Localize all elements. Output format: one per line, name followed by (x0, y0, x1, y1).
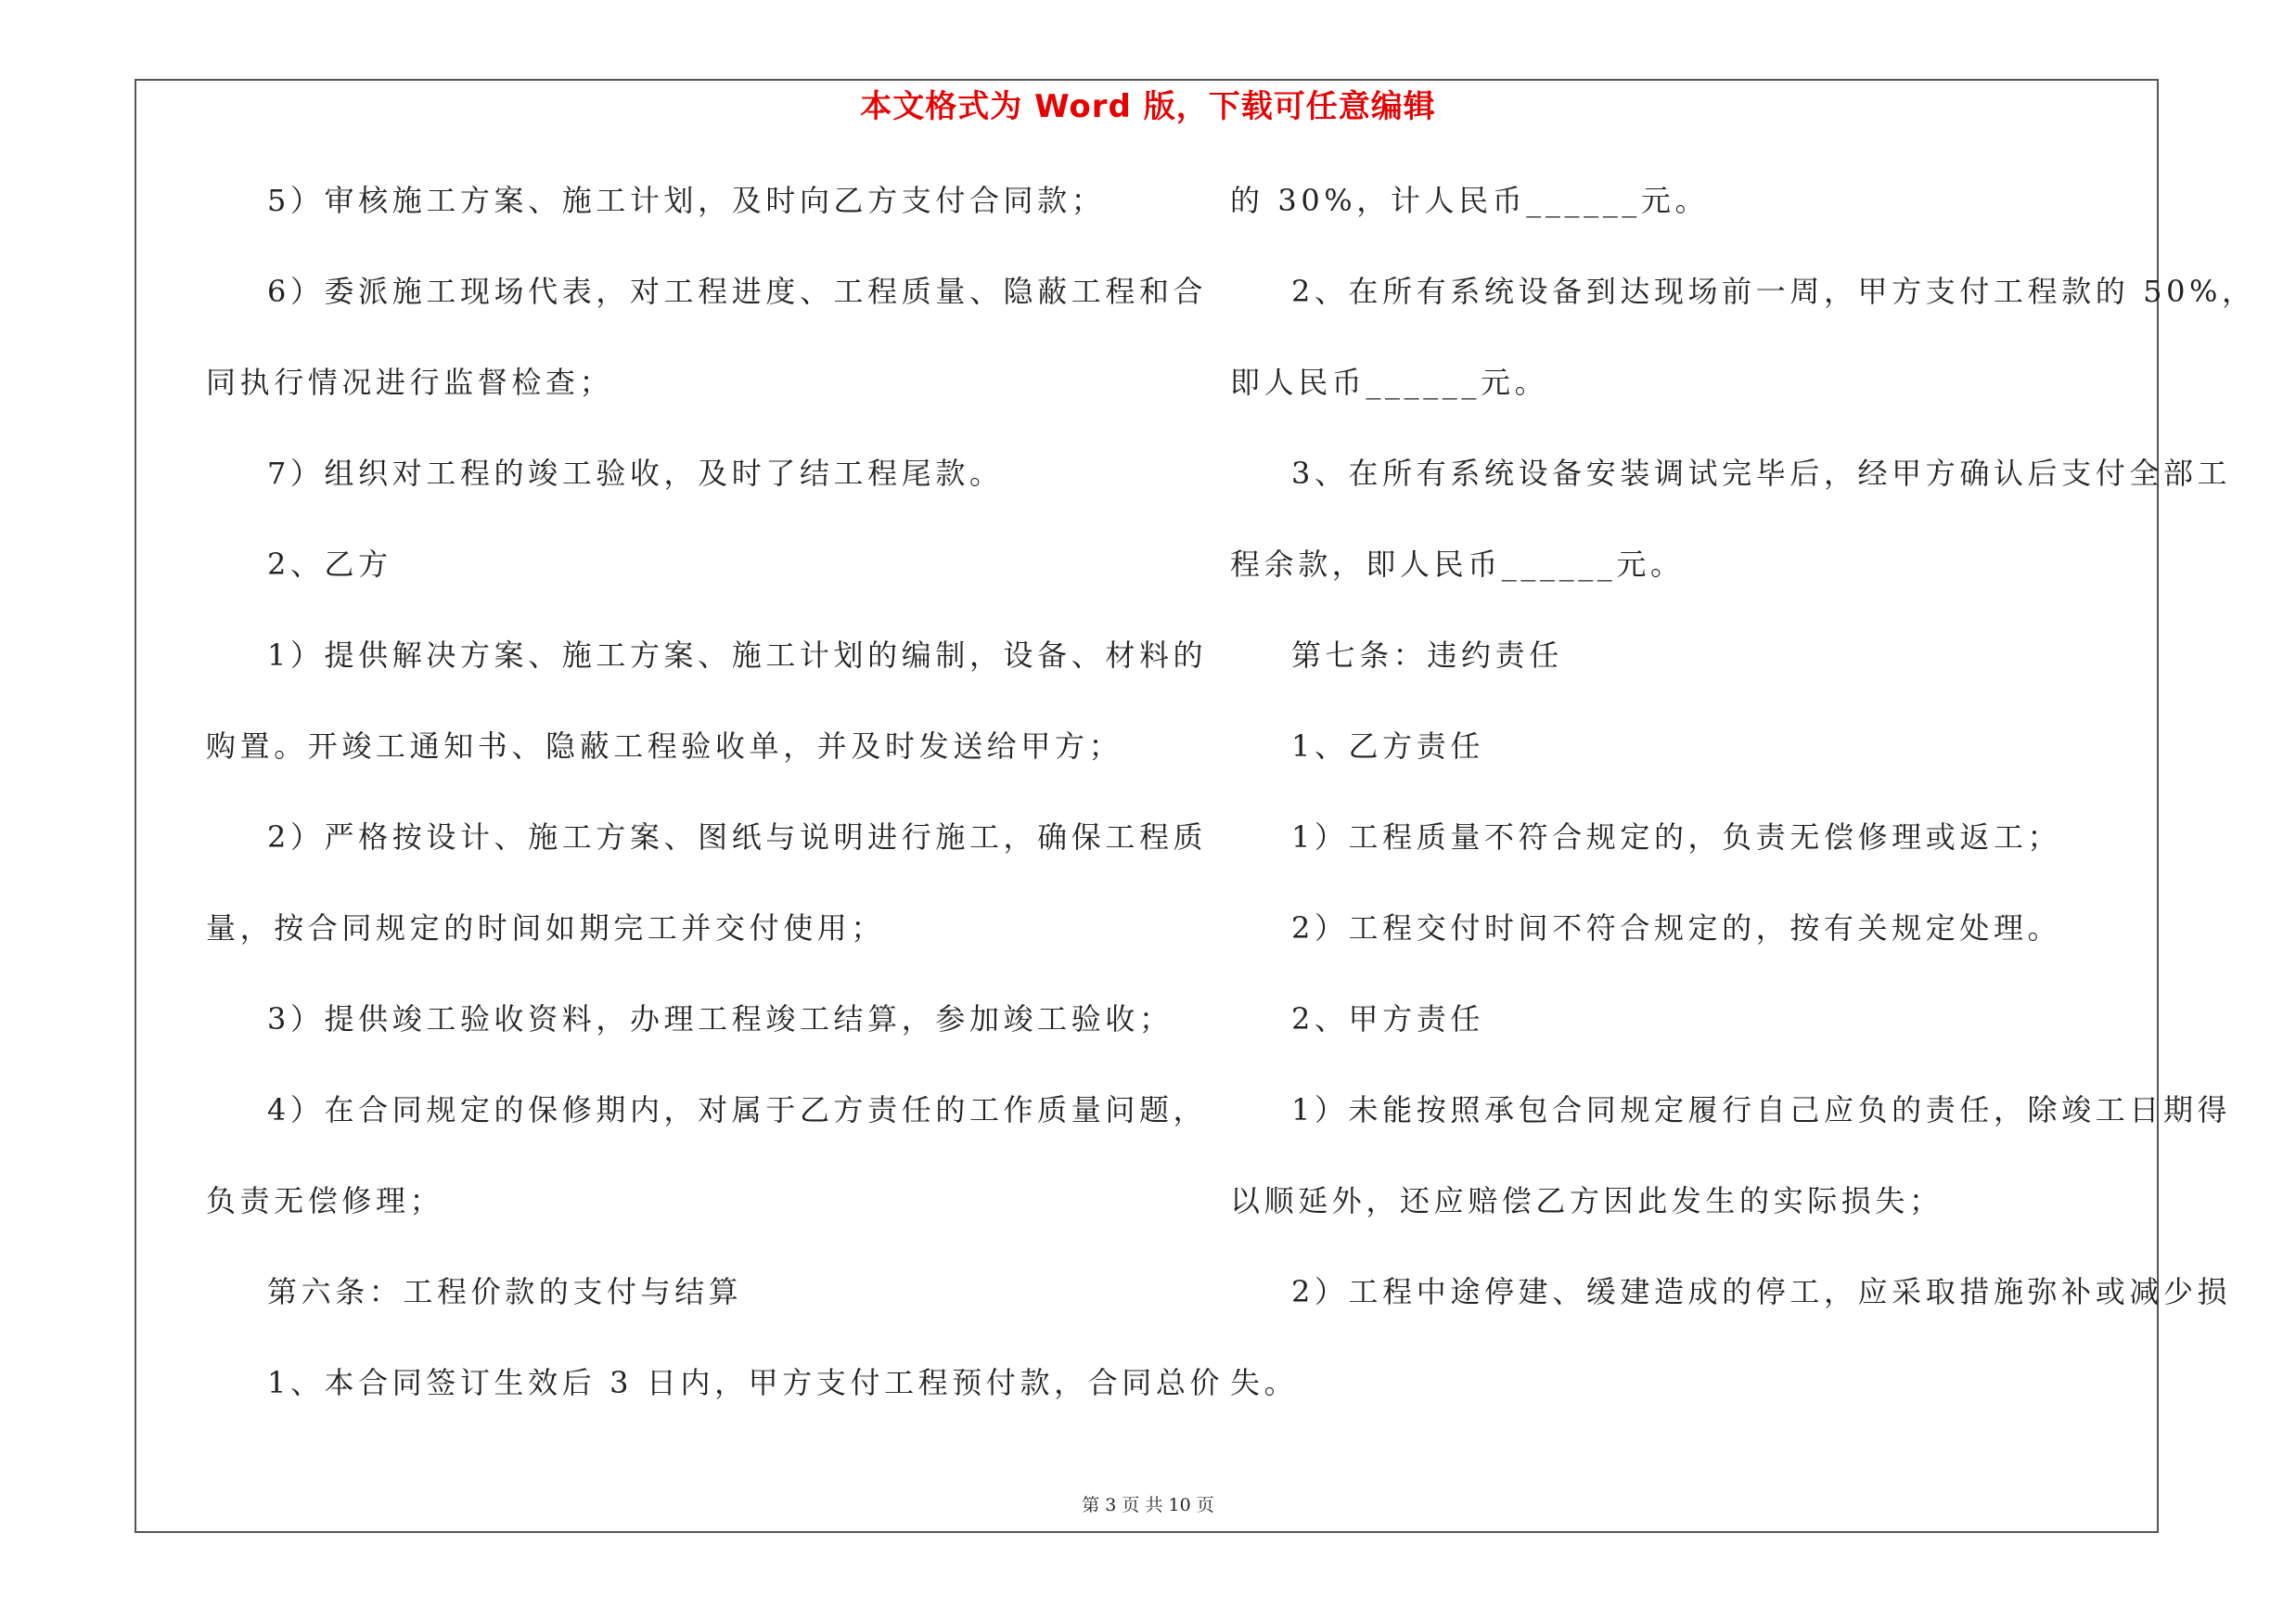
format-banner: 本文格式为 Word 版，下载可任意编辑 (860, 88, 1436, 125)
paragraph-line: 购置。开竣工通知书、隐蔽工程验收单，并及时发送给甲方； (206, 728, 1123, 764)
paragraph-line: 失。 (1230, 1365, 1299, 1400)
paragraph-line: 的 30%，计人民币______元。 (1230, 183, 1710, 218)
paragraph-line: 2、在所有系统设备到达现场前一周，甲方支付工程款的 50%， (1291, 274, 2256, 309)
section-heading: 2、乙方 (267, 547, 392, 582)
paragraph-line: 7）组织对工程的竣工验收，及时了结工程尾款。 (267, 456, 1004, 491)
paragraph-line: 量，按合同规定的时间如期完工并交付使用； (206, 910, 886, 946)
paragraph-line: 6）委派施工现场代表，对工程进度、工程质量、隐蔽工程和合 (267, 274, 1208, 309)
paragraph-line: 4）在合同规定的保修期内，对属于乙方责任的工作质量问题， (267, 1092, 1208, 1127)
article-heading: 第六条：工程价款的支付与结算 (267, 1274, 743, 1309)
paragraph-line: 2）严格按设计、施工方案、图纸与说明进行施工，确保工程质 (267, 819, 1208, 855)
paragraph-line: 以顺延外，还应赔偿乙方因此发生的实际损失； (1230, 1183, 1943, 1218)
paragraph-line: 3）提供竣工验收资料，办理工程竣工结算，参加竣工验收； (267, 1001, 1174, 1037)
paragraph-line: 1）工程质量不符合规定的，负责无偿修理或返工； (1291, 819, 2062, 855)
article-heading: 第七条：违约责任 (1291, 638, 1563, 673)
paragraph-line: 负责无偿修理； (206, 1183, 444, 1218)
paragraph-line: 2）工程中途停建、缓建造成的停工，应采取措施弥补或减少损 (1291, 1274, 2232, 1309)
paragraph-line: 即人民币______元。 (1230, 365, 1549, 400)
paragraph-line: 2）工程交付时间不符合规定的，按有关规定处理。 (1291, 910, 2062, 946)
page-number: 第 3 页 共 10 页 (1082, 1495, 1214, 1515)
paragraph-line: 1、本合同签订生效后 3 日内，甲方支付工程预付款，合同总价 (267, 1365, 1225, 1400)
section-heading: 1、乙方责任 (1291, 728, 1484, 764)
paragraph-line: 3、在所有系统设备安装调试完毕后，经甲方确认后支付全部工 (1291, 456, 2232, 491)
paragraph-line: 1）未能按照承包合同规定履行自己应负的责任，除竣工日期得 (1291, 1092, 2232, 1127)
section-heading: 2、甲方责任 (1291, 1001, 1484, 1037)
paragraph-line: 5）审核施工方案、施工计划，及时向乙方支付合同款； (267, 183, 1106, 218)
paragraph-line: 1）提供解决方案、施工方案、施工计划的编制，设备、材料的 (267, 638, 1208, 673)
paragraph-line: 同执行情况进行监督检查； (206, 365, 614, 400)
paragraph-line: 程余款，即人民币______元。 (1230, 547, 1685, 582)
